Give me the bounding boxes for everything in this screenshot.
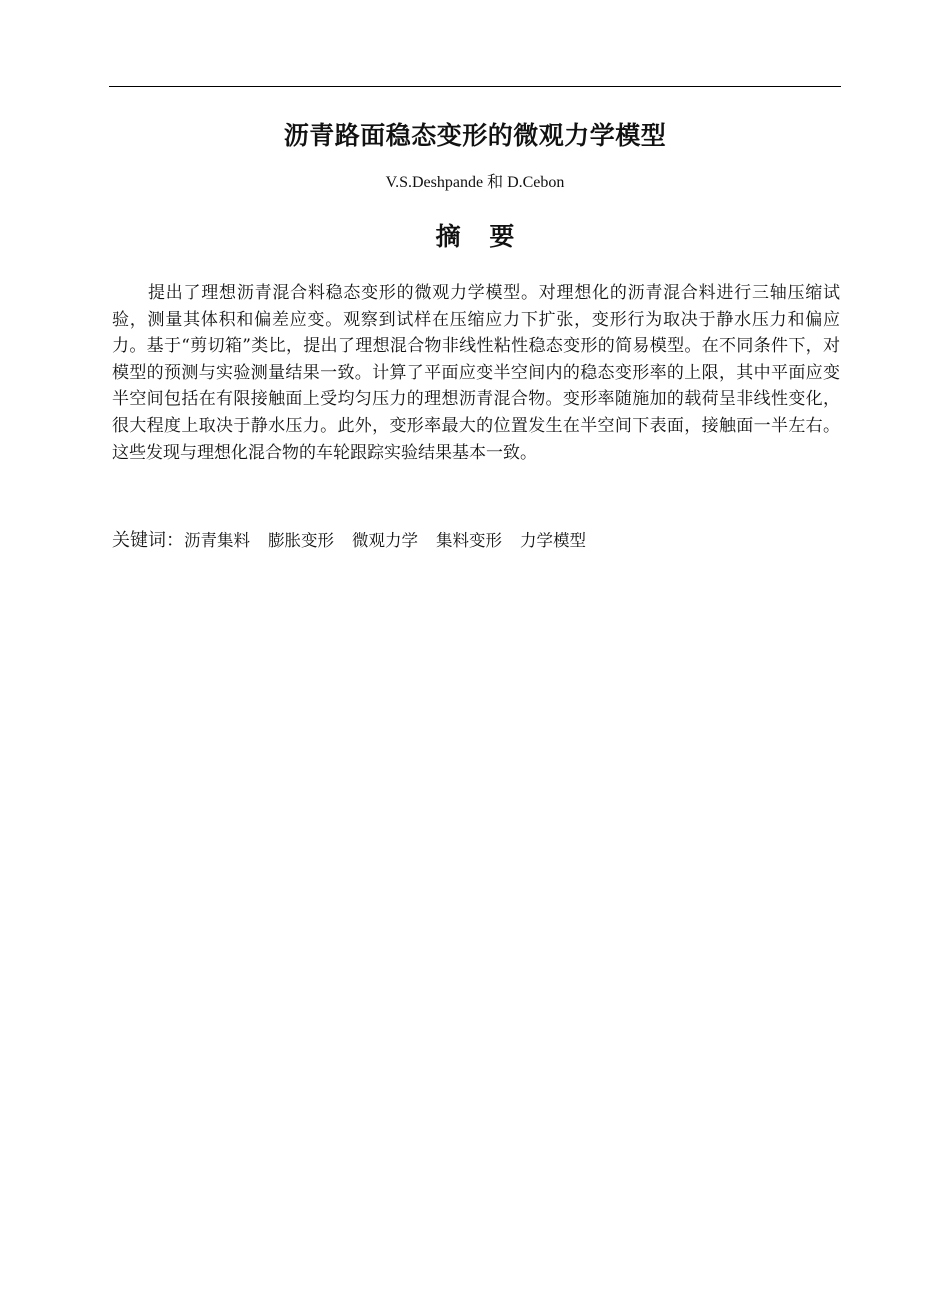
abstract-text: 提出了理想沥青混合料稳态变形的微观力学模型。对理想化的沥青混合料进行三轴压缩试验，测量其体积和偏差应变。观察到试样在压缩应力下扩张，变形行为取决于静水压力和偏应力。基于“剪切箱”类比，提出了理想混合物非线性粘性稳态变形的简易模型。在不同条件下，对模型的预测与实验测量结果一致。计算了平面应变半空间内的稳态变形率的上限，其中平面应变半空间包括在有限接触面上受均匀压力的理想沥青混合物。变形率随施加的载荷呈非线性变化，很大程度上取决于静水压力。此外，变形率最大的位置发生在半空间下表面，接触面一半左右。这些发现与理想化混合物的车轮跟踪实验结果基本一致。 [112, 283, 840, 463]
keywords-line [112, 528, 840, 554]
keywords-label: 关键词： [112, 530, 184, 551]
keyword-item: 集料变形 [436, 531, 502, 550]
keyword-item: 沥青集料 [184, 531, 250, 550]
paper-authors: V.S.Deshpande 和 D.Cebon [385, 174, 565, 191]
paper-title: 沥青路面稳态变形的微观力学模型 [283, 121, 667, 150]
header-rule [109, 86, 841, 87]
keyword-item: 力学模型 [520, 531, 586, 550]
keyword-item: 膨胀变形 [268, 531, 334, 550]
abstract-heading: 摘 要 [435, 222, 525, 251]
keyword-item: 微观力学 [352, 531, 418, 550]
